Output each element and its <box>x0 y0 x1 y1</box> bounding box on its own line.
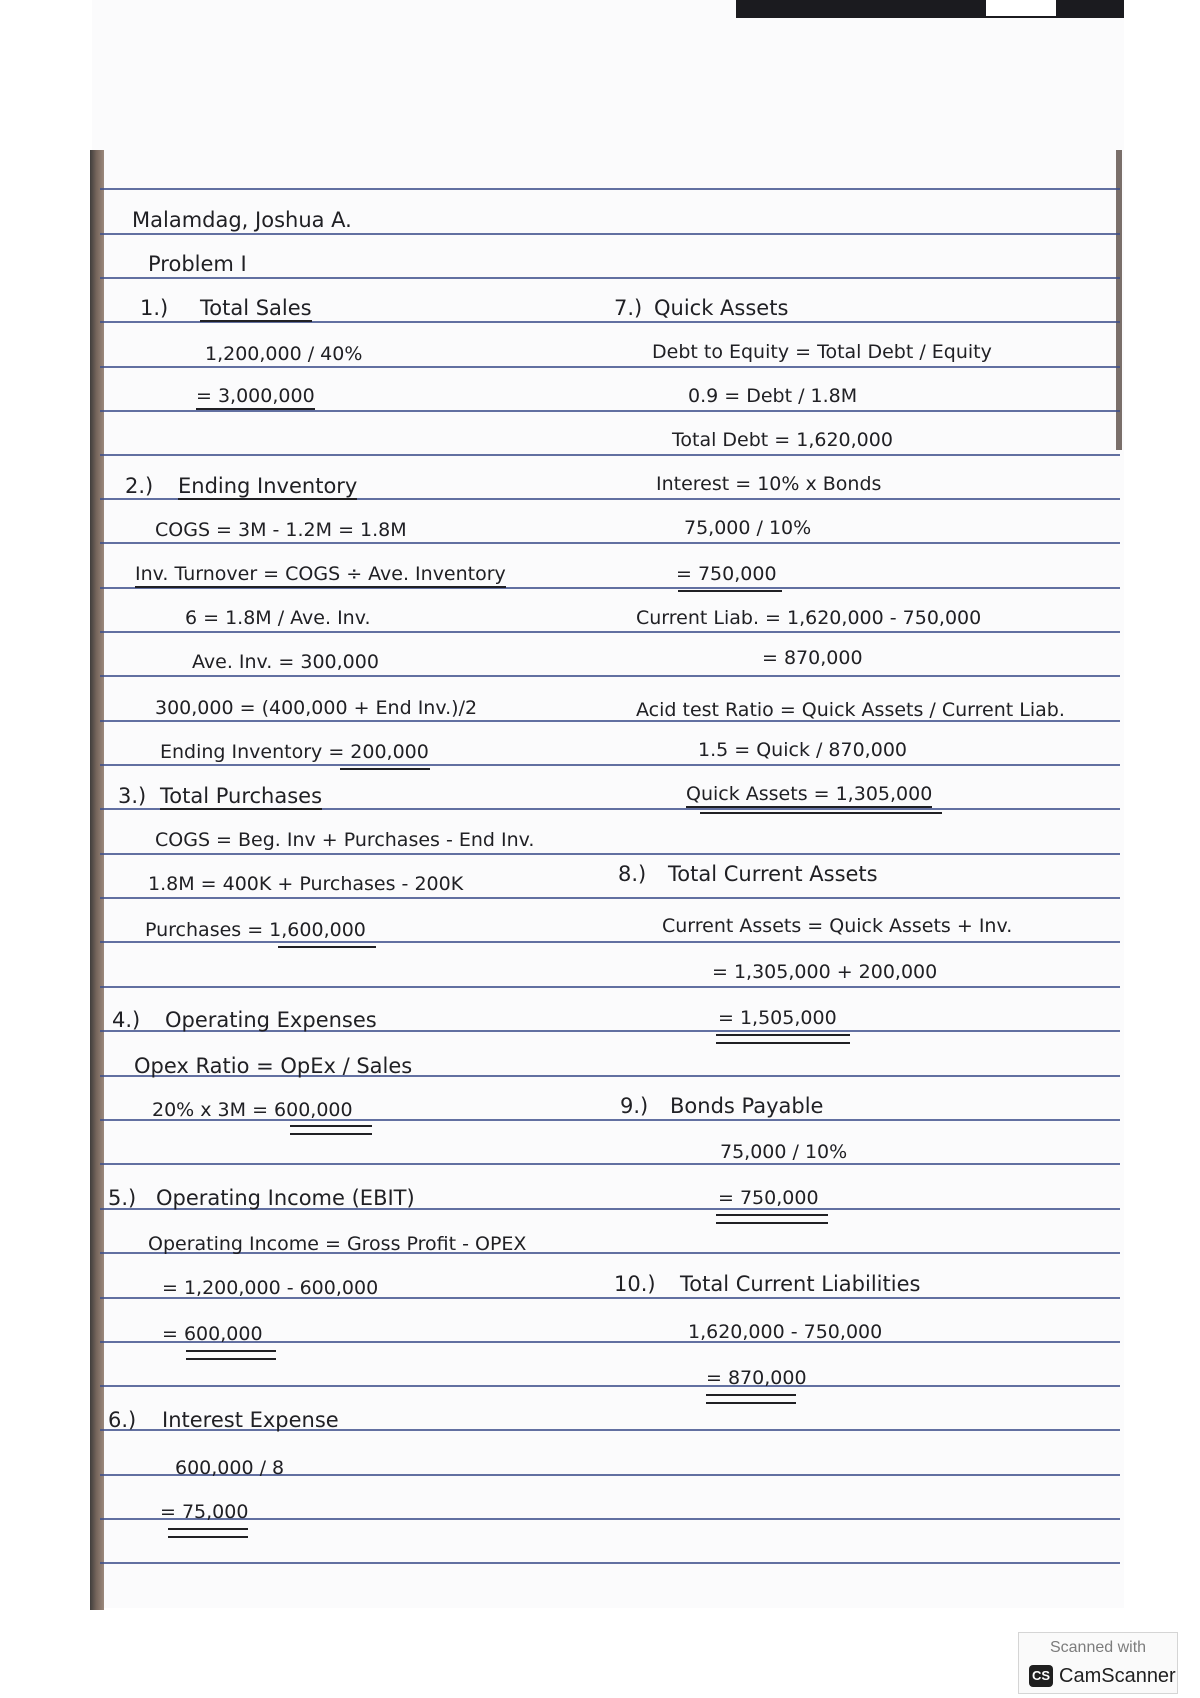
answer-double-underline <box>186 1350 276 1360</box>
student-name: Malamdag, Joshua A. <box>132 208 352 232</box>
calc-line: 1.5 = Quick / 870,000 <box>698 739 907 761</box>
calc-line: Ave. Inv. = 300,000 <box>192 651 379 673</box>
answer-double-underline <box>168 1528 248 1538</box>
item-title: Total Current Liabilities <box>680 1272 921 1296</box>
item-title: Operating Income (EBIT) <box>156 1186 415 1210</box>
item-number: 5.) <box>108 1186 137 1210</box>
answer: = 75,000 <box>160 1501 249 1523</box>
ruled-line <box>100 631 1120 633</box>
ruled-line <box>100 986 1120 988</box>
ruled-line <box>100 188 1120 190</box>
answer: Purchases = 1,600,000 <box>145 919 366 941</box>
calc-line: 1,620,000 - 750,000 <box>688 1321 883 1343</box>
answer: = 870,000 <box>706 1367 807 1389</box>
answer-underline <box>700 812 942 814</box>
page-right-edge <box>1116 150 1122 450</box>
calc-line: Acid test Ratio = Quick Assets / Current Liab. <box>636 699 1065 721</box>
item-number: 4.) <box>112 1008 141 1032</box>
calc-line: Total Debt = 1,620,000 <box>672 429 893 451</box>
answer: Quick Assets = 1,305,000 <box>686 782 932 808</box>
calc-line: 1.8M = 400K + Purchases - 200K <box>148 873 464 895</box>
answer: 20% x 3M = 600,000 <box>152 1099 353 1121</box>
item-title: Quick Assets <box>654 296 789 320</box>
camscanner-badge <box>1018 1632 1178 1694</box>
ruled-line <box>100 764 1120 766</box>
calc-line: Operating Income = Gross Profit - OPEX <box>148 1233 527 1255</box>
calc-line: 1,200,000 / 40% <box>205 343 363 365</box>
answer: = 600,000 <box>162 1323 263 1345</box>
calc-line: Interest = 10% x Bonds <box>656 473 882 495</box>
ruled-line <box>100 897 1120 899</box>
calc-line: = 750,000 <box>676 563 777 585</box>
answer-double-underline <box>716 1034 850 1044</box>
item-number: 7.) <box>614 296 643 320</box>
item-number: 2.) <box>125 474 154 498</box>
item-title: Total Sales <box>200 296 312 320</box>
item-title: Total Purchases <box>160 784 323 808</box>
calc-line: COGS = Beg. Inv + Purchases - End Inv. <box>155 829 535 851</box>
item-number: 1.) <box>140 296 169 320</box>
calc-line: Debt to Equity = Total Debt / Equity <box>652 341 992 363</box>
calc-line: = 1,200,000 - 600,000 <box>162 1277 379 1299</box>
answer-double-underline <box>290 1125 372 1135</box>
answer-double-underline <box>716 1214 828 1224</box>
camscanner-logo-icon: CS <box>1029 1665 1053 1687</box>
ruled-line <box>100 366 1120 368</box>
ruled-line <box>100 1562 1120 1564</box>
item-number: 8.) <box>618 862 647 886</box>
ruled-line <box>100 277 1120 279</box>
answer: = 1,505,000 <box>718 1007 837 1029</box>
item-title: Ending Inventory <box>178 474 358 498</box>
ruled-line <box>100 1518 1120 1520</box>
calc-line: COGS = 3M - 1.2M = 1.8M <box>155 519 407 541</box>
item-number: 9.) <box>620 1094 649 1118</box>
calc-line: 600,000 / 8 <box>175 1457 285 1479</box>
problem-heading: Problem I <box>148 252 247 276</box>
answer-underline <box>340 768 430 770</box>
ruled-line <box>100 1163 1120 1165</box>
calc-line: = 1,305,000 + 200,000 <box>712 961 938 983</box>
ruled-line <box>100 542 1120 544</box>
page-left-edge <box>90 150 104 1610</box>
calc-line: Current Assets = Quick Assets + Inv. <box>662 915 1013 937</box>
item-number: 10.) <box>614 1272 656 1296</box>
scan-edge-light <box>986 0 1056 16</box>
item-title: Bonds Payable <box>670 1094 824 1118</box>
calc-line: 6 = 1.8M / Ave. Inv. <box>185 607 371 629</box>
underline <box>678 590 782 592</box>
calc-line: 300,000 = (400,000 + End Inv.)/2 <box>155 697 478 719</box>
calc-line: 75,000 / 10% <box>720 1141 848 1163</box>
calc-line: = 870,000 <box>762 647 863 669</box>
ruled-line <box>100 1385 1120 1387</box>
ruled-line <box>100 233 1120 235</box>
calc-line: 0.9 = Debt / 1.8M <box>688 385 858 407</box>
ruled-line <box>100 454 1120 456</box>
answer: = 3,000,000 <box>196 384 315 410</box>
answer-double-underline <box>706 1394 796 1404</box>
calc-line: Opex Ratio = OpEx / Sales <box>134 1054 413 1078</box>
item-number: 6.) <box>108 1408 137 1432</box>
badge-brand: CamScanner <box>1059 1665 1176 1687</box>
calc-line: Current Liab. = 1,620,000 - 750,000 <box>636 607 982 629</box>
item-number: 3.) <box>118 784 147 808</box>
item-title: Total Current Assets <box>668 862 878 886</box>
answer-underline <box>278 946 376 948</box>
calc-line: 75,000 / 10% <box>684 517 812 539</box>
item-title: Interest Expense <box>162 1408 339 1432</box>
badge-caption: Scanned with <box>1049 1639 1147 1656</box>
item-title: Operating Expenses <box>165 1008 377 1032</box>
answer: Ending Inventory = 200,000 <box>160 741 429 763</box>
ruled-line <box>100 675 1120 677</box>
ruled-line <box>100 410 1120 412</box>
ruled-line <box>100 853 1120 855</box>
calc-line: Inv. Turnover = COGS ÷ Ave. Inventory <box>135 562 506 588</box>
answer: = 750,000 <box>718 1187 819 1209</box>
scan-edge-dark <box>736 0 1124 18</box>
